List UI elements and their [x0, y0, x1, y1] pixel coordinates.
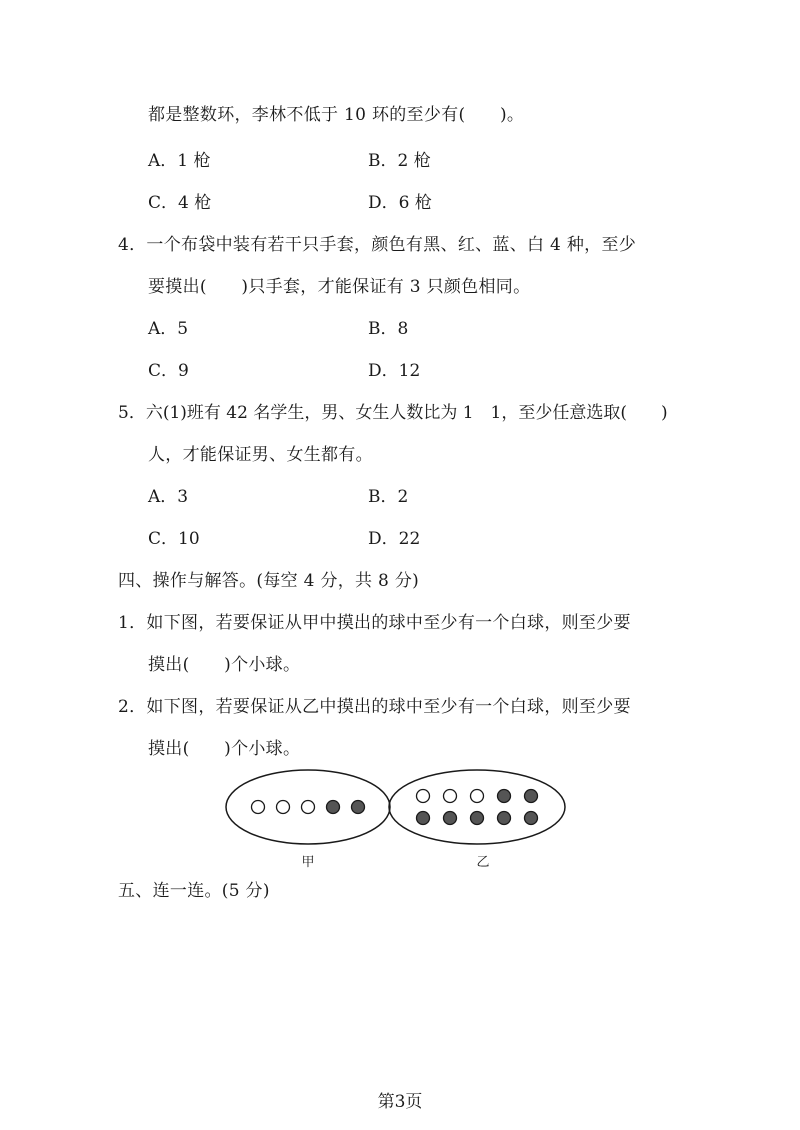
q3-option-c: C．4 枪 — [148, 193, 212, 213]
section-4-q1-line1: 1．如下图，若要保证从甲中摸出的球中至少有一个白球，则至少要 — [118, 613, 631, 633]
question-3-continuation: 都是整数环，李林不低于 10 环的至少有( )。 — [148, 105, 525, 125]
q3-option-d: D．6 枪 — [368, 193, 432, 213]
q4-option-b: B．8 — [368, 319, 409, 339]
q5-option-d: D．22 — [368, 529, 421, 549]
q3-option-a: A．1 枪 — [148, 151, 211, 171]
q4-option-c: C．9 — [148, 361, 189, 381]
white-ball — [417, 790, 430, 803]
question-4-line2: 要摸出( )只手套，才能保证有 3 只颜色相同。 — [148, 277, 531, 297]
bag-b-label: 乙 — [476, 855, 490, 870]
white-ball — [471, 790, 484, 803]
q5-option-c: C．10 — [148, 529, 200, 549]
white-ball — [277, 801, 290, 814]
white-ball — [444, 790, 457, 803]
section-4-q2-line2: 摸出( )个小球。 — [148, 739, 301, 759]
bag-a-label: 甲 — [301, 855, 315, 870]
bag-b-outline — [389, 770, 565, 844]
question-4-line1: 4．一个布袋中装有若干只手套，颜色有黑、红、蓝、白 4 种，至少 — [118, 235, 637, 255]
section-5-title: 五、连一连。(5 分) — [118, 881, 270, 901]
section-4-q2-line1: 2．如下图，若要保证从乙中摸出的球中至少有一个白球，则至少要 — [118, 697, 631, 717]
black-ball — [471, 812, 484, 825]
white-ball — [302, 801, 315, 814]
black-ball — [498, 790, 511, 803]
black-ball — [327, 801, 340, 814]
black-ball — [525, 812, 538, 825]
black-ball — [417, 812, 430, 825]
q4-option-a: A．5 — [148, 319, 189, 339]
section-4-q1-line2: 摸出( )个小球。 — [148, 655, 301, 675]
q5-option-a: A．3 — [148, 487, 189, 507]
black-ball — [444, 812, 457, 825]
q4-option-d: D．12 — [368, 361, 421, 381]
section-4-title: 四、操作与解答。(每空 4 分，共 8 分) — [118, 571, 420, 591]
bag-b-balls — [417, 790, 538, 825]
question-5-line2: 人，才能保证男、女生都有。 — [148, 445, 373, 465]
q5-option-b: B．2 — [368, 487, 409, 507]
question-5-line1: 5．六(1)班有 42 名学生，男、女生人数比为 1 1，至少任意选取( ) — [118, 403, 668, 423]
black-ball — [498, 812, 511, 825]
page-number: 第3页 — [377, 1092, 423, 1112]
white-ball — [252, 801, 265, 814]
ball-bags-figure — [215, 762, 575, 874]
black-ball — [352, 801, 365, 814]
black-ball — [525, 790, 538, 803]
bag-a-balls — [252, 801, 365, 814]
q3-option-b: B．2 枪 — [368, 151, 431, 171]
